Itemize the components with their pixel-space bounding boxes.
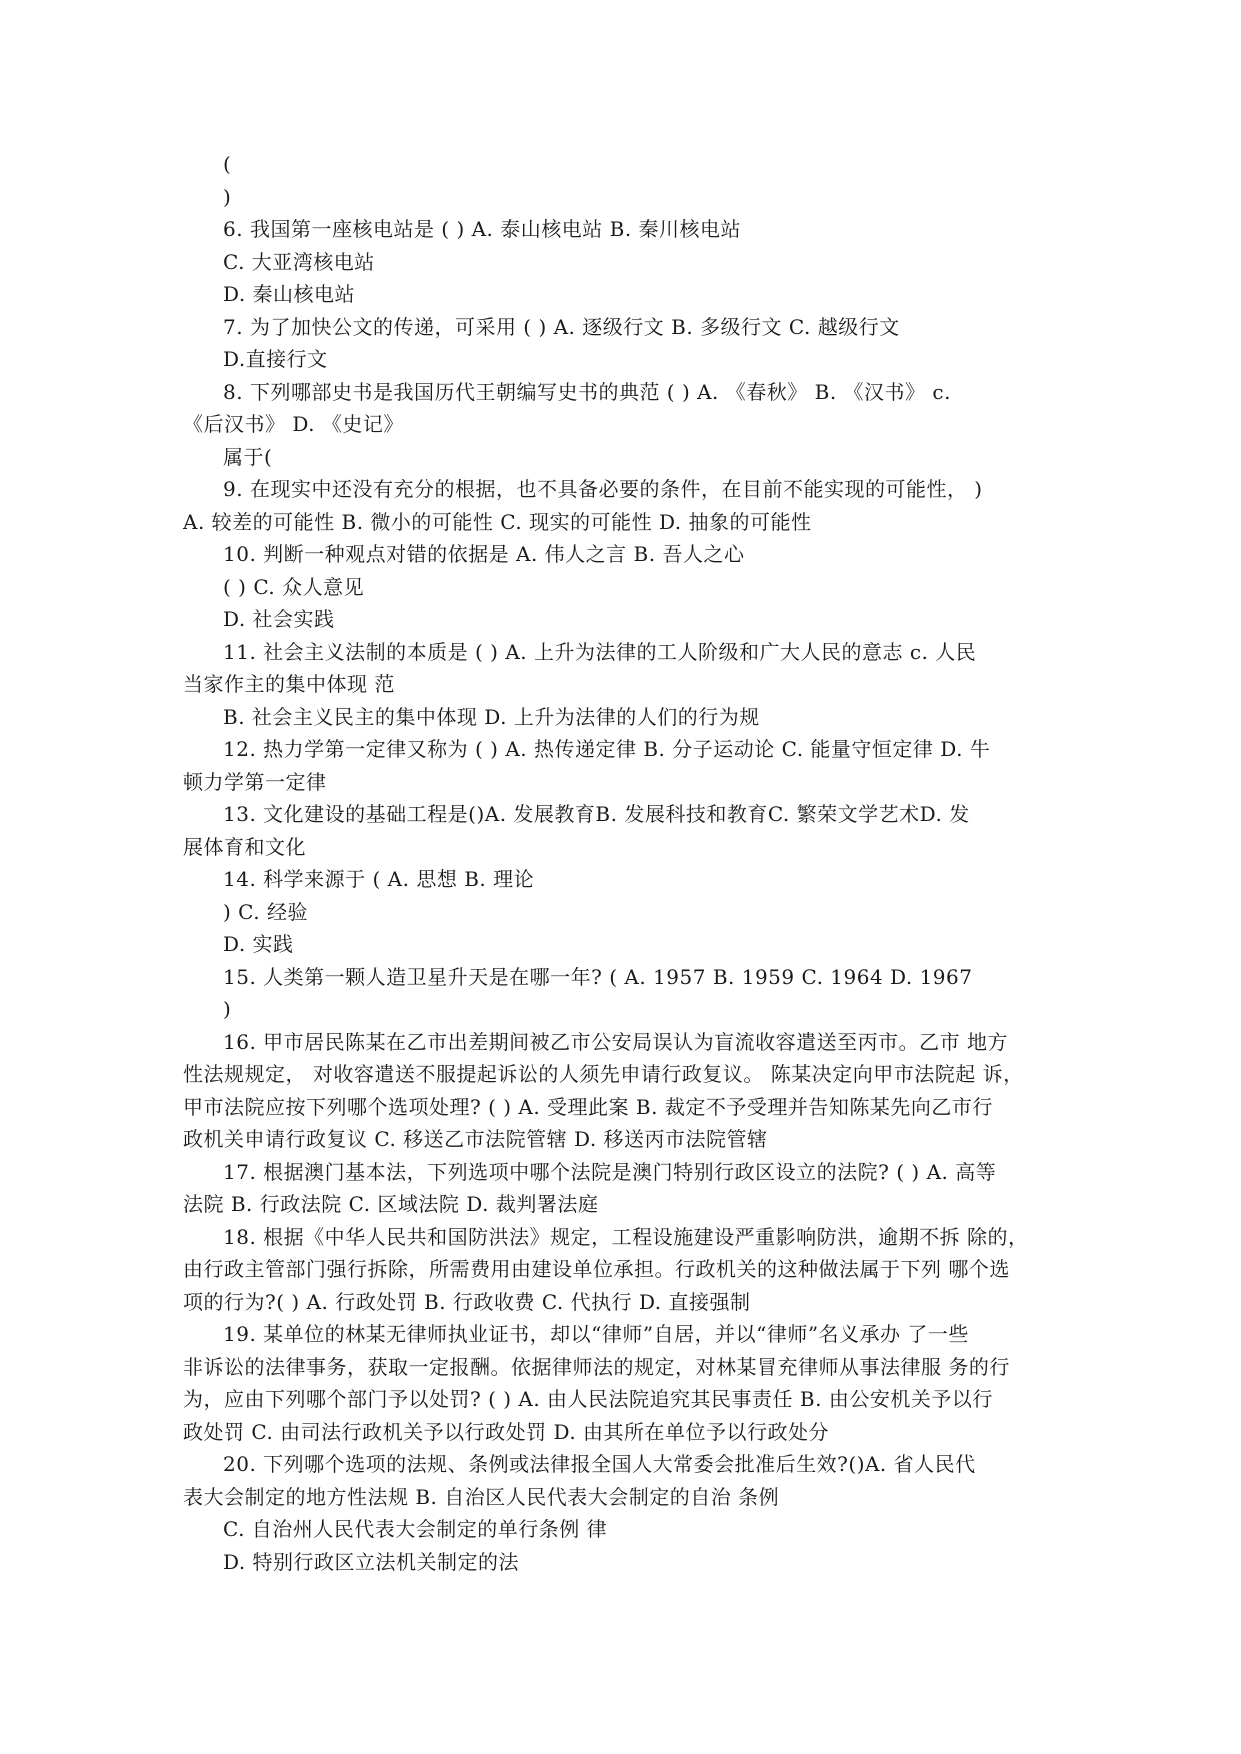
question-12: 12. 热力学第一定律又称为 ( ) A. 热传递定律 B. 分子运动论 C. 能量守恒定律 D. 牛 <box>223 737 991 761</box>
text-line: 顿力学第一定律 <box>183 769 327 794</box>
question-20: 20. 下列哪个选项的法规、条例或法律报全国人大常委会批准后生效?()A. 省人民代 <box>223 1452 976 1476</box>
text-line: 为，应由下列哪个部门予以处罚? ( ) A. 由人民法院追究其民事责任 B. 由公安机关予以行 <box>183 1387 993 1411</box>
text-line: A. 较差的可能性 B. 微小的可能性 C. 现实的可能性 D. 抽象的可能性 <box>183 509 812 534</box>
question-9: 9. 在现实中还没有充分的根据，也不具备必要的条件，在目前不能实现的可能性， ) <box>223 477 983 501</box>
question-10: 10. 判断一种观点对错的依据是 A. 伟人之言 B. 吾人之心 <box>223 542 745 566</box>
option-line: C. 大亚湾核电站 <box>223 249 375 274</box>
question-text-body <box>183 148 1083 1578</box>
text-line: 非诉讼的法律事务，获取一定报酬。依据律师法的规定，对林某冒充律师从事法律服 务的行 <box>183 1354 1010 1379</box>
text-line: 项的行为?( ) A. 行政处罚 B. 行政收费 C. 代执行 D. 直接强制 <box>183 1289 751 1314</box>
text-line: 政机关申请行政复议 C. 移送乙市法院管辖 D. 移送丙市法院管辖 <box>183 1127 768 1151</box>
text-line: 政处罚 C. 由司法行政机关予以行政处罚 D. 由其所在单位予以行政处分 <box>183 1419 830 1444</box>
option-line: D. 社会实践 <box>223 607 335 631</box>
question-19: 19. 某单位的林某无律师执业证书，却以“律师”自居，并以“律师”名义承办 了一些 <box>223 1322 969 1346</box>
text-line: ) <box>223 184 232 209</box>
text-line: 表大会制定的地方性法规 B. 自治区人民代表大会制定的自治 条例 <box>183 1484 780 1509</box>
question-17: 17. 根据澳门基本法，下列选项中哪个法院是澳门特别行政区设立的法院? ( ) A. 高等 <box>223 1159 997 1184</box>
question-11: 11. 社会主义法制的本质是 ( ) A. 上升为法律的工人阶级和广大人民的意志 c. 人民 <box>223 639 977 664</box>
option-line: ) C. 经验 <box>223 899 308 924</box>
question-18: 18. 根据《中华人民共和国防洪法》规定，工程设施建设严重影响防洪，逾期不拆 除的， <box>223 1224 1029 1249</box>
question-8: 8. 下列哪部史书是我国历代王朝编写史书的典范 ( ) A. 《春秋》 B. 《汉书》 c. <box>223 379 951 404</box>
question-15: 15. 人类第一颗人造卫星升天是在哪一年? ( A. 1957 B. 1959 C. 1964 D. 1967 <box>223 964 973 989</box>
option-line: D. 实践 <box>223 932 294 956</box>
option-line: C. 自治州人民代表大会制定的单行条例 律 <box>223 1517 608 1541</box>
option-line: B. 社会主义民主的集中体现 D. 上升为法律的人们的行为规 <box>223 704 760 729</box>
text-line: 甲市法院应按下列哪个选项处理? ( ) A. 受理此案 B. 裁定不予受理并告知陈某先向乙市行 <box>183 1094 993 1119</box>
option-line: D. 秦山核电站 <box>223 282 356 306</box>
text-line: 性法规规定， 对收容遣送不服提起诉讼的人须先申请行政复议。 陈某决定向甲市法院起 诉， <box>183 1062 1024 1086</box>
text-line: 属于( <box>223 444 273 469</box>
text-line: 由行政主管部门强行拆除，所需费用由建设单位承担。行政机关的这种做法属于下列 哪个选 <box>183 1257 1010 1281</box>
question-7: 7. 为了加快公文的传递，可采用 ( ) A. 逐级行文 B. 多级行文 C. 越级行文 <box>223 314 900 339</box>
text-line: 展体育和文化 <box>183 834 306 859</box>
option-line: ( ) C. 众人意见 <box>223 574 365 599</box>
option-line: D.直接行文 <box>223 347 328 371</box>
text-line: 当家作主的集中体现 范 <box>183 672 395 696</box>
question-6: 6. 我国第一座核电站是 ( ) A. 泰山核电站 B. 秦川核电站 <box>223 217 742 241</box>
question-14: 14. 科学来源于 ( A. 思想 B. 理论 <box>223 867 535 891</box>
text-line: 法院 B. 行政法院 C. 区域法院 D. 裁判署法庭 <box>183 1192 599 1216</box>
question-16: 16. 甲市居民陈某在乙市出差期间被乙市公安局误认为盲流收容遣送至丙市。乙市 地方 <box>223 1029 1009 1054</box>
text-line: ( <box>223 152 232 176</box>
text-line: 《后汉书》 D. 《史记》 <box>183 412 404 436</box>
question-13: 13. 文化建设的基础工程是()A. 发展教育B. 发展科技和教育C. 繁荣文学艺术D. 发 <box>223 802 970 826</box>
text-line: ) <box>223 997 232 1021</box>
option-line: D. 特别行政区立法机关制定的法 <box>223 1549 520 1574</box>
